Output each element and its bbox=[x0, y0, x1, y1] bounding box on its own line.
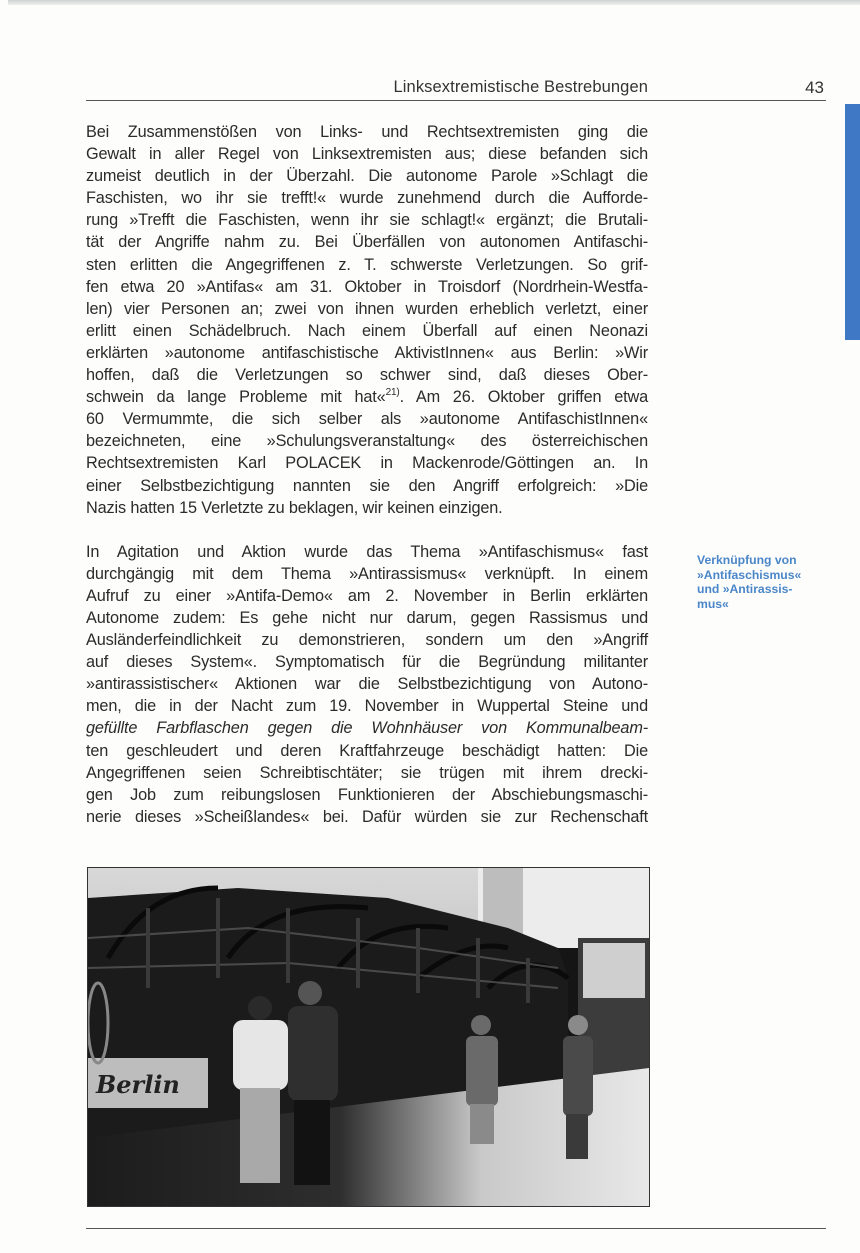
text-line: Ausländerfeindlichkeit zu demonstrieren, sondern um den »Angriff bbox=[86, 631, 648, 650]
margin-note bbox=[697, 553, 827, 611]
text-line: auf dieses System«. Symptomatisch für die Begründung militanter bbox=[86, 653, 648, 672]
text-line: rung »Trefft die Faschisten, wenn ihr sie schlagt!« ergänzt; die Brutali- bbox=[86, 211, 648, 230]
bottom-rule bbox=[86, 1228, 826, 1229]
chapter-thumb-tab bbox=[845, 104, 860, 340]
text-line: Angegriffenen seien Schreibtischtäter; sie trügen mit ihrem drecki- bbox=[86, 763, 648, 782]
text-line: bezeichneten, eine »Schulungsveranstaltung« des österreichischen bbox=[86, 432, 648, 451]
text-line: men, die in der Nacht zum 19. November in Wuppertal Steine und bbox=[86, 697, 648, 716]
margin-note-line: Verknüpfung von bbox=[697, 553, 797, 567]
text-line: len) vier Personen an; zwei von ihnen wurden erheblich verletzt, einer bbox=[86, 299, 648, 318]
text-line: durchgängig mit dem Thema »Antirassismus« verknüpft. In einem bbox=[86, 564, 648, 583]
text-line: »antirassistischer« Aktionen war die Selbstbezichtigung von Autono- bbox=[86, 675, 648, 694]
text-line: sten erlitten die Angegriffenen z. T. schwerste Verletzungen. So grif- bbox=[86, 255, 648, 274]
text-line: einer Selbstbezichtigung nannten sie den Angriff erfolgreich: »Die bbox=[86, 476, 648, 495]
text-line: erklärten »autonome antifaschistische AktivistInnen« aus Berlin: »Wir bbox=[86, 343, 648, 362]
svg-text:Berlin: Berlin bbox=[96, 1070, 180, 1099]
text-line: erlitt einen Schädelbruch. Nach einem Überfall auf einen Neonazi bbox=[86, 321, 648, 340]
text-fragment: schwein da lange Probleme mit hat« bbox=[86, 388, 386, 407]
paragraph-gap bbox=[86, 519, 648, 541]
text-line: gefüllte Farbflaschen gegen die Wohnhäuser von Kommunalbeam- bbox=[86, 719, 648, 738]
text-line: zumeist deutlich in der Überzahl. Die autonome Parole »Schlagt die bbox=[86, 167, 648, 186]
margin-note-line: und »Antirassis- bbox=[697, 582, 793, 596]
text-line: 60 Vermummte, die sich selber als »autonome AntifaschistInnen« bbox=[86, 410, 648, 429]
text-line: Faschisten, wo ihr sie trefft!« wurde zunehmend durch die Aufforde- bbox=[86, 189, 648, 208]
body-text bbox=[86, 121, 648, 828]
text-line: tät der Angriffe nahm zu. Bei Überfällen von autonomen Antifaschi- bbox=[86, 233, 648, 252]
text-line: nerie dieses »Scheißlandes« bei. Dafür würden sie zur Rechenschaft bbox=[86, 807, 648, 826]
text-fragment: . Am 26. Oktober griffen etwa bbox=[399, 388, 648, 407]
margin-note-line: mus« bbox=[697, 596, 729, 611]
text-line: In Agitation und Aktion wurde das Thema »Antifaschismus« fast bbox=[86, 542, 648, 561]
photo-burnt-buses bbox=[87, 867, 650, 1207]
text-line: Nazis hatten 15 Verletzte zu beklagen, wir keinen einzigen. bbox=[86, 498, 503, 517]
text-line: hoffen, daß die Verletzungen so schwer sind, daß dieses Ober- bbox=[86, 366, 648, 385]
text-line: ten geschleudert und deren Kraftfahrzeuge beschädigt hatten: Die bbox=[86, 741, 648, 760]
text-line: Gewalt in aller Regel von Linksextremisten aus; diese befanden sich bbox=[86, 145, 648, 164]
margin-note-line: »Antifaschismus« bbox=[697, 567, 802, 582]
page-number: 43 bbox=[805, 78, 824, 97]
text-line: fen etwa 20 »Antifas« am 31. Oktober in Troisdorf (Nordrhein-Westfa- bbox=[86, 277, 648, 296]
text-line: Bei Zusammenstößen von Links- und Rechtsextremisten ging die bbox=[86, 123, 648, 141]
footnote-reference[interactable]: 21) bbox=[385, 387, 400, 399]
scan-edge bbox=[8, 0, 860, 5]
text-line: Autonome zudem: Es gehe nicht nur darum, gegen Rassismus und bbox=[86, 608, 648, 627]
text-line: Rechtsextremisten Karl POLACEK in Mackenrode/Göttingen an. In bbox=[86, 454, 648, 473]
text-line: gen Job zum reibungslosen Funktionieren der Abschiebungsmaschi- bbox=[86, 785, 648, 804]
paragraph-1 bbox=[86, 121, 648, 519]
burnt-bus-photo-illustration bbox=[88, 868, 649, 1206]
figure-white-jacket bbox=[233, 996, 288, 1183]
text-line-with-footnote bbox=[86, 386, 648, 408]
running-title: Linksextremistische Bestrebungen bbox=[393, 78, 648, 96]
paragraph-2 bbox=[86, 541, 648, 828]
text-line: Aufruf zu einer »Antifa-Demo« am 2. November in Berlin erklärten bbox=[86, 586, 648, 605]
running-header bbox=[86, 76, 826, 101]
